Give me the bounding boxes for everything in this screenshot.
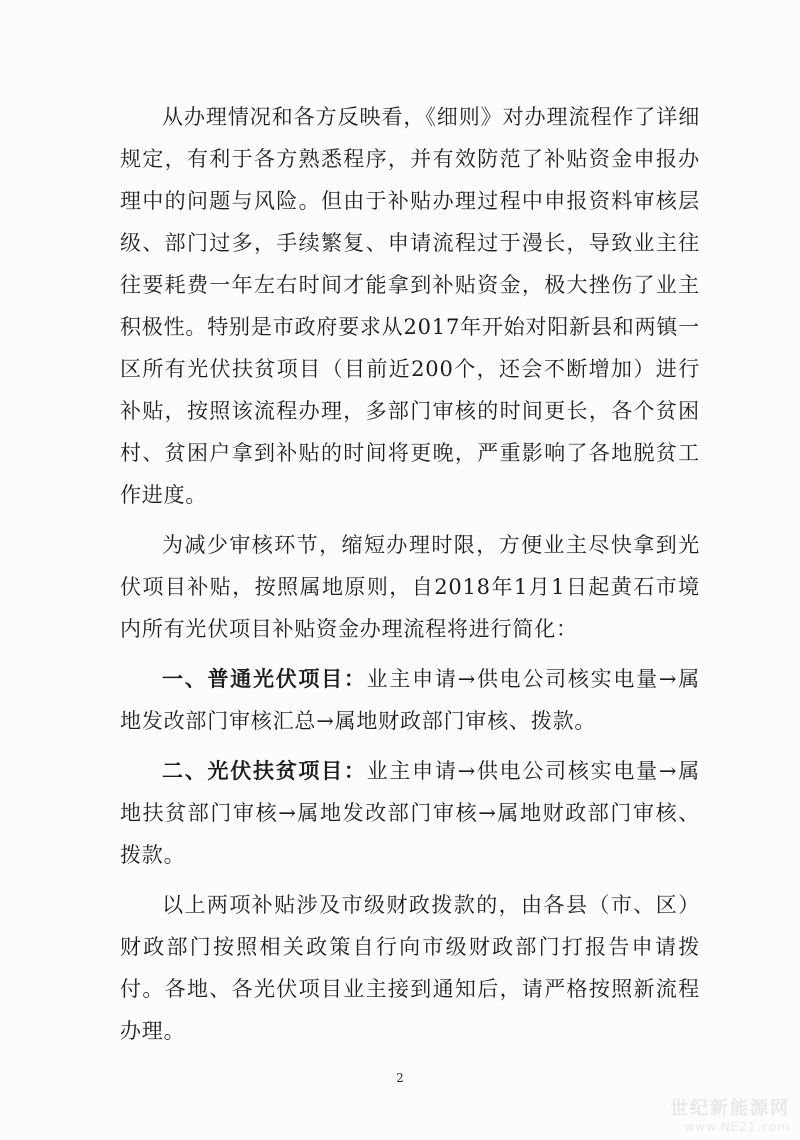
paragraph-poverty-pv	[120, 750, 700, 876]
paragraph-background	[120, 96, 700, 516]
document-body	[120, 96, 700, 1060]
watermark-url: www.NE21.com	[684, 1120, 790, 1134]
page-number: 2	[396, 1071, 404, 1085]
site-watermark	[670, 1094, 790, 1134]
paragraph-background-text: 从办理情况和各方反映看，《细则》对办理流程作了详细规定，有利于各方熟悉程序，并有效防范了补贴资金申报办理中的问题与风险。但由于补贴办理过程中申报资料审核层级、部门过多，手续繁复、申请流程过于漫长，导致业主往往要耗费一年左右时间才能拿到补贴资金，极大挫伤了业主积极性。特别是市政府要求从2017年开始对阳新县和两镇一区所有光伏扶贫项目（目前近200个，还会不断增加）进行补贴，按照该流程办理，多部门审核的时间更长，各个贫困村、贫困户拿到补贴的时间将更晚，严重影响了各地脱贫工作进度。	[120, 105, 700, 507]
paragraph-simplification-text: 为减少审核环节，缩短办理时限，方便业主尽快拿到光伏项目补贴，按照属地原则，自2018年1月1日起黄石市境内所有光伏项目补贴资金办理流程将进行简化：	[120, 533, 700, 641]
poverty-pv-heading: 二、光伏扶贫项目：	[162, 758, 367, 783]
paragraph-funding-note-text: 以上两项补贴涉及市级财政拨款的，由各县（市、区）财政部门按照相关政策自行向市级财政部门打报告申请拨付。各地、各光伏项目业主接到通知后，请严格按照新流程办理。	[120, 893, 700, 1043]
poverty-pv-process: 业主申请→供电公司核实电量→属地扶贫部门审核→属地发改部门审核→属地财政部门审核、拨款。	[120, 759, 700, 867]
paragraph-ordinary-pv	[120, 658, 700, 742]
paragraph-simplification	[120, 524, 700, 650]
watermark-title: 世纪新能源网	[670, 1098, 790, 1119]
ordinary-pv-heading: 一、普通光伏项目：	[162, 666, 367, 691]
ordinary-pv-process: 业主申请→供电公司核实电量→属地发改部门审核汇总→属地财政部门审核、拨款。	[120, 667, 700, 733]
paragraph-funding-note	[120, 884, 700, 1052]
